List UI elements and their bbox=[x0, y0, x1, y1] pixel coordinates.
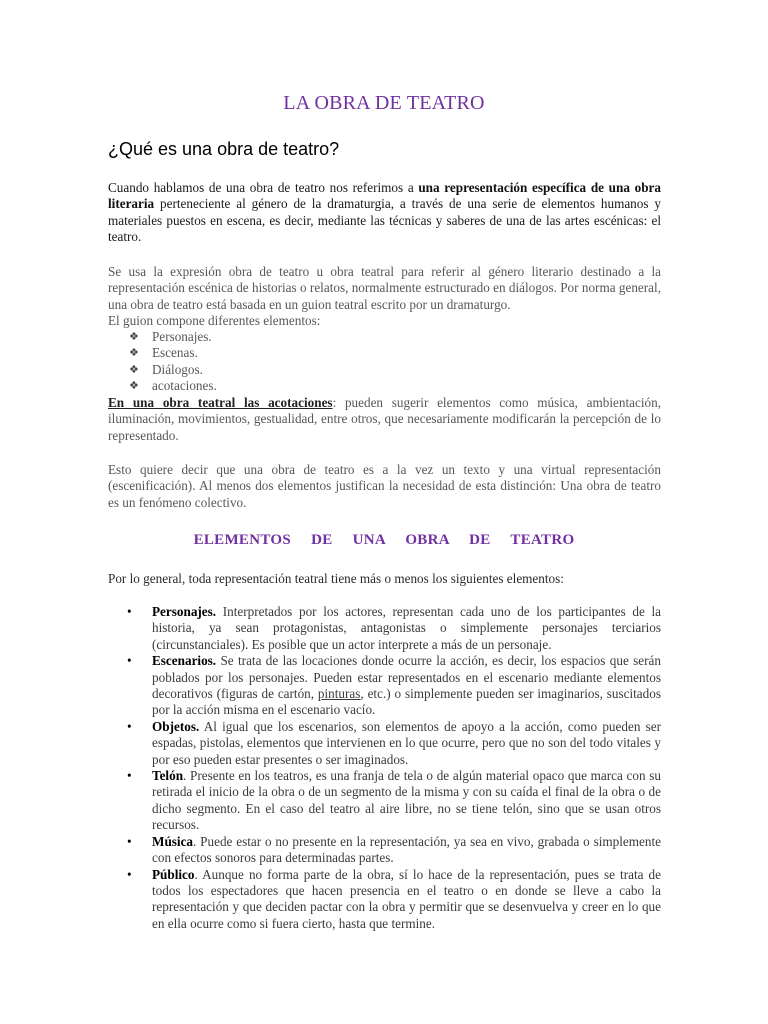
term: Telón bbox=[152, 768, 184, 784]
elements-list bbox=[127, 604, 661, 932]
diamond-bullet-icon: ❖ bbox=[129, 363, 139, 376]
bullet-icon: • bbox=[127, 604, 132, 619]
section-title-elements: ELEMENTOS DE UNA OBRA DE TEATRO bbox=[193, 532, 575, 548]
paragraph-text: Cuando hablamos de una obra de teatro nos referimos a bbox=[108, 180, 419, 195]
paragraph-text: Se usa la expresión obra de teatro u obra teatral para referir al género literario destinado a la representación escénica de historias o relatos, normalmente estructurado en diálogos. Por norma general, una obra de teatro está basada en un guion teatral escrito por un dramaturgo. bbox=[108, 264, 661, 312]
paragraph-text: Esto quiere decir que una obra de teatro es a la vez un texto y una virtual representación (escenificación). Al menos dos elementos justifican la necesidad de esta distinción: Una obra de teatro es un fenómeno colectivo. bbox=[108, 462, 661, 510]
paragraph-text: perteneciente al género de la dramaturgia, a través de una serie de elementos humanos y materiales puestos en escena, es decir, mediante las técnicas y saberes de una de las artes escénicas: el teatro. bbox=[108, 196, 661, 245]
term: Personajes. bbox=[152, 604, 217, 619]
item-text: Al igual que los escenarios, son elementos de apoyo a la acción, como pueden ser espadas, pistolas, elementos que intervienen en lo que ocurre, pero que no son del todo vitales y por eso pueden estar presentes o ser imaginados. bbox=[152, 718, 661, 767]
list-item-personajes bbox=[127, 604, 661, 653]
paragraph-text: Por lo general, toda representación teatral tiene más o menos los siguientes elementos: bbox=[108, 571, 564, 586]
guion-elements-list bbox=[129, 329, 217, 395]
list-item bbox=[129, 378, 217, 394]
list-item bbox=[129, 345, 217, 361]
list-item-text: Personajes. bbox=[152, 329, 212, 344]
diamond-bullet-icon: ❖ bbox=[129, 347, 139, 360]
list-item-text: Escenas. bbox=[152, 345, 198, 361]
item-text: Se trata de las locaciones donde ocurre la acción, es decir, los espacios que serán poblados por los personajes. Pueden estar representados en el escenario mediante elementos decorativos (figuras de cartón, bbox=[152, 653, 661, 702]
paragraph-text: : pueden sugerir elementos como música, ambientación, iluminación, movimientos, gestualidad, entre otros, que necesariamente modificarán la percepción de lo representado. bbox=[108, 395, 661, 443]
list-item-musica bbox=[127, 834, 661, 867]
term: Música bbox=[152, 833, 194, 849]
item-text: , etc.) o simplemente pueden ser imaginarios, suscitados por la acción misma en el escenario vacío. bbox=[152, 686, 661, 718]
list-item-telon bbox=[127, 768, 661, 834]
list-item-publico bbox=[127, 867, 661, 933]
paragraph-text: El guion compone diferentes elementos: bbox=[108, 313, 321, 329]
paragraph-collective bbox=[108, 462, 661, 511]
section-heading-what-is: ¿Qué es una obra de teatro? bbox=[108, 139, 340, 159]
diamond-bullet-icon: ❖ bbox=[129, 380, 139, 393]
term: Objetos. bbox=[152, 718, 200, 734]
list-item-escenarios bbox=[127, 653, 661, 719]
underlined-lead: En una obra teatral las acotaciones bbox=[108, 395, 333, 410]
document-title: LA OBRA DE TEATRO bbox=[283, 92, 485, 114]
paragraph-intro-elements bbox=[108, 571, 661, 587]
bullet-icon: • bbox=[127, 866, 132, 882]
bullet-icon: • bbox=[127, 718, 132, 734]
paragraph-expression bbox=[108, 264, 661, 330]
item-text: . Presente en los teatros, es una franja de tela o de algún material opaco que marca con su retirada el inicio de la obra o de un segmento de la misma y con su caída el final de la obra o de dicho segmento. En el caso del teatro al aire libre, no se tiene telón, sino que se usan otros recursos. bbox=[152, 768, 661, 833]
list-item bbox=[129, 362, 217, 378]
item-text: Interpretados por los actores, representan cada uno de los participantes de la historia, ya sean protagonistas, antagonistas o simplemente personajes terciarios (circunstanciales). Es posible que un actor interprete a más de un personaje. bbox=[152, 604, 661, 652]
diamond-bullet-icon: ❖ bbox=[129, 331, 139, 343]
pinturas-link[interactable]: pinturas bbox=[317, 686, 361, 702]
list-item-text: acotaciones. bbox=[152, 378, 217, 394]
bullet-icon: • bbox=[127, 833, 132, 849]
item-text: . Puede estar o no presente en la representación, ya sea en vivo, grabada o simplemente con efectos sonoros para determinadas partes. bbox=[152, 833, 661, 866]
list-item bbox=[129, 329, 217, 345]
list-item-objetos bbox=[127, 719, 661, 768]
paragraph-definition bbox=[108, 180, 661, 246]
term: Escenarios. bbox=[152, 653, 217, 669]
bullet-icon: • bbox=[127, 653, 132, 669]
paragraph-acotaciones bbox=[108, 395, 661, 444]
item-text: . Aunque no forma parte de la obra, sí lo hace de la representación, pues se trata de todos los espectadores que hacen presencia en el teatro o en donde se lleve a cabo la representación y que deciden pactar con la obra y permitir que se desenvuelva y creer en lo que en ella ocurre como si fuera cierto, hasta que termine. bbox=[152, 866, 661, 931]
bold-phrase: una representación específica de una obra literaria bbox=[108, 180, 661, 212]
bullet-icon: • bbox=[127, 768, 132, 784]
term: Público bbox=[152, 866, 195, 882]
list-item-text: Diálogos. bbox=[152, 361, 203, 377]
